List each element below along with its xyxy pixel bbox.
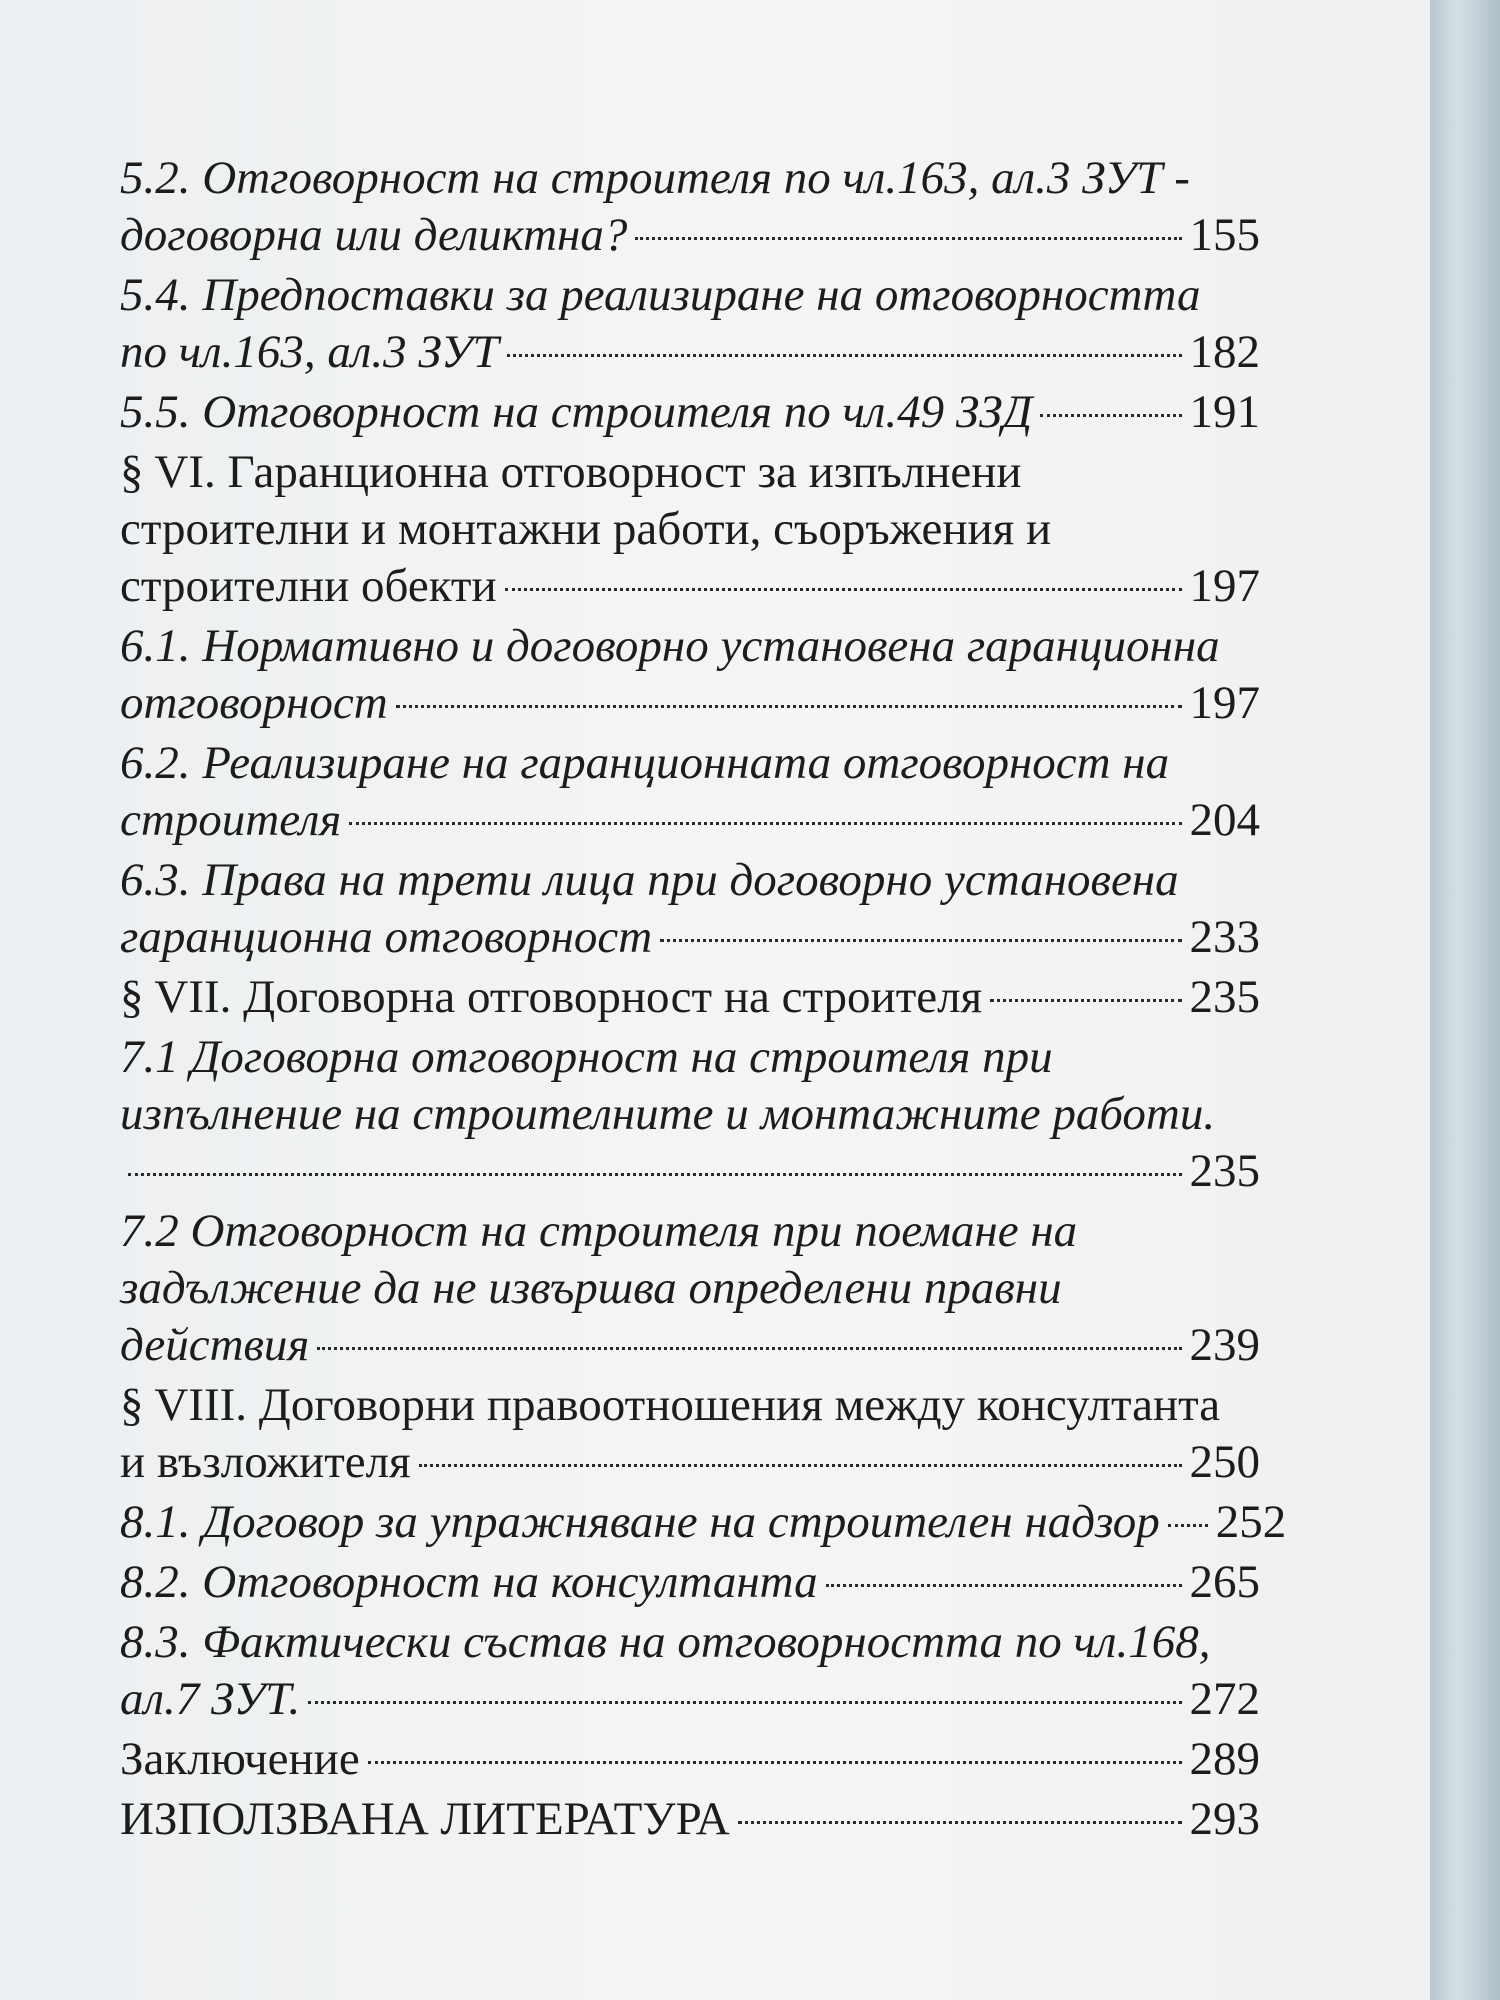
toc-entry (120, 1494, 1287, 1551)
toc-entry-line: 6.3. Права на трети лица при договорно установена (120, 854, 1179, 906)
toc-page-number: 233 (1189, 911, 1260, 963)
toc-entry-line: 8.3. Фактически състав на отговорността по чл.168, (120, 1616, 1211, 1668)
toc-entry (120, 444, 1260, 615)
toc-entry (120, 1203, 1260, 1374)
toc-page-number: 191 (1189, 386, 1260, 438)
toc-entry (120, 150, 1260, 264)
toc-entry (120, 1029, 1260, 1200)
toc-entry-row (120, 1494, 1287, 1551)
dot-leader (419, 1464, 1182, 1467)
toc-entry-title: 8.2. Отговорност на консултанта (120, 1556, 818, 1608)
toc-entry-row (120, 207, 1260, 264)
toc-entry-line: 5.4. Предпоставки за реализиране на отговорността (120, 269, 1201, 321)
toc-entry-title: и възложителя (120, 1436, 411, 1488)
toc-entry (120, 852, 1260, 966)
toc-entry (120, 1554, 1260, 1611)
toc-entry-title: строителя (120, 794, 342, 846)
toc-entry (120, 969, 1260, 1026)
dot-leader (660, 939, 1181, 942)
toc-entry-row (120, 1791, 1260, 1848)
toc-entry-row (120, 1671, 1260, 1728)
toc-entry-row (120, 1731, 1260, 1788)
dot-leader (738, 1821, 1182, 1824)
toc-page-number: 272 (1189, 1673, 1260, 1725)
toc-entry-line: 5.2. Отговорност на строителя по чл.163, ал.3 ЗУТ - (120, 152, 1190, 204)
toc-page-number: 235 (1189, 971, 1260, 1023)
toc-page-number: 197 (1189, 677, 1260, 729)
toc-page-number: 182 (1189, 326, 1260, 378)
toc-entry-title: отговорност (120, 677, 388, 729)
toc-entry (120, 735, 1260, 849)
toc-page-number: 265 (1189, 1556, 1260, 1608)
toc-entry-title: 8.1. Договор за упражняване на строителен надзор (120, 1496, 1160, 1548)
toc-entry-title: § VII. Договорна отговорност на строителя (120, 971, 983, 1023)
dot-leader (368, 1761, 1182, 1764)
toc-entry (120, 384, 1260, 441)
toc-entry-line: 7.1 Договорна отговорност на строителя при (120, 1031, 1053, 1083)
toc-entry-row (120, 1554, 1260, 1611)
toc-entry-line: задължение да не извършва определени правни (120, 1262, 1062, 1314)
toc-entry (120, 1791, 1260, 1848)
toc-page-number: 235 (1189, 1145, 1260, 1197)
toc-entry-title: действия (120, 1319, 310, 1371)
toc-page-number: 239 (1189, 1319, 1260, 1371)
toc-entry-title: договорна или деликтна? (120, 209, 628, 261)
toc-entry-line: 6.2. Реализиране на гаранционната отговорност на (120, 737, 1170, 789)
dot-leader (826, 1584, 1182, 1587)
toc-entry-row (120, 324, 1260, 381)
toc-entry-title: ИЗПОЛЗВАНА ЛИТЕРАТУРА (120, 1793, 730, 1845)
toc-page-number: 252 (1215, 1496, 1287, 1548)
dot-leader (308, 1701, 1181, 1704)
toc-entry-title: строителни обекти (120, 560, 497, 612)
dot-leader (505, 588, 1182, 591)
dot-leader (349, 822, 1181, 825)
toc-entry (120, 1377, 1260, 1491)
toc-entry-line: 6.1. Нормативно и договорно установена гаранционна (120, 620, 1220, 672)
dot-leader (317, 1347, 1181, 1350)
toc-entry-line: изпълнение на строителните и монтажните работи. (120, 1088, 1216, 1140)
toc-entry-line: 7.2 Отговорност на строителя при поемане на (120, 1205, 1078, 1257)
toc-entry-title: 5.5. Отговорност на строителя по чл.49 ЗЗД (120, 386, 1033, 438)
dot-leader (1040, 414, 1181, 417)
toc-page-number: 155 (1189, 209, 1260, 261)
toc-page-number: 204 (1189, 794, 1260, 846)
toc-page-number: 293 (1189, 1793, 1260, 1845)
table-of-contents (120, 150, 1287, 1851)
toc-entry (120, 618, 1260, 732)
toc-entry (120, 267, 1260, 381)
toc-entry-title: ал.7 ЗУТ. (120, 1673, 301, 1725)
toc-entry-line: § VI. Гаранционна отговорност за изпълнени (120, 446, 1022, 498)
toc-entry-title: по чл.163, ал.3 ЗУТ (120, 326, 499, 378)
book-cover-edge (1430, 0, 1500, 2000)
dot-leader (128, 1173, 1182, 1176)
toc-entry (120, 1731, 1260, 1788)
toc-entry-title: Заключение (120, 1733, 360, 1785)
toc-entry-line: § VIII. Договорни правоотношения между консултанта (120, 1379, 1221, 1431)
toc-entry-line: строителни и монтажни работи, съоръжения и (120, 503, 1052, 555)
toc-entry-row (120, 558, 1260, 615)
toc-entry-row (120, 792, 1260, 849)
toc-entry-row (120, 1317, 1260, 1374)
toc-entry-row (120, 909, 1260, 966)
toc-entry-row (120, 969, 1260, 1026)
toc-page-number: 197 (1189, 560, 1260, 612)
toc-entry-row (120, 1143, 1260, 1200)
dot-leader (990, 999, 1181, 1002)
toc-page-number: 289 (1189, 1733, 1260, 1785)
toc-entry-row (120, 675, 1260, 732)
toc-entry-title: гаранционна отговорност (120, 911, 653, 963)
toc-entry-row (120, 384, 1260, 441)
toc-page-number: 250 (1189, 1436, 1260, 1488)
dot-leader (1168, 1524, 1208, 1527)
dot-leader (507, 354, 1182, 357)
toc-entry-row (120, 1434, 1260, 1491)
dot-leader (635, 237, 1181, 240)
toc-entry (120, 1614, 1260, 1728)
dot-leader (396, 705, 1182, 708)
